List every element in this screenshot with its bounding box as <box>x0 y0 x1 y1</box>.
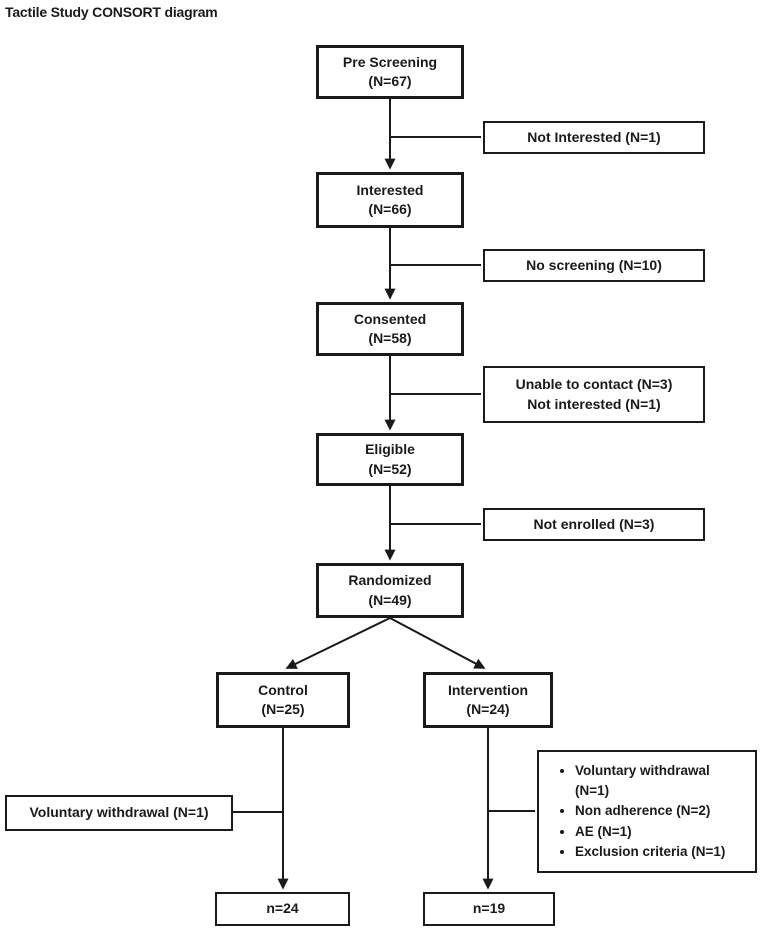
dropout-item: • AE (N=1) <box>575 822 747 842</box>
box-label: Intervention <box>447 681 529 698</box>
box-label: n=24 <box>266 900 299 917</box>
control-final-count-box <box>215 892 350 926</box>
box-count: (N=58) <box>368 330 412 346</box>
unable-to-contact-exclusion-box <box>483 366 705 423</box>
no-screening-exclusion-box <box>483 249 705 282</box>
exclusion-text: Not enrolled (N=3) <box>533 515 655 532</box>
randomized-box <box>316 563 464 618</box>
interested-box <box>316 172 464 228</box>
box-label: Control <box>258 681 308 698</box>
intervention-final-count-box <box>423 892 555 926</box>
exclusion-text: Not interested (N=1) <box>527 395 661 412</box>
control-arm-box <box>216 672 350 728</box>
pre-screening-box <box>316 45 464 99</box>
box-label: Consented <box>353 310 427 327</box>
exclusion-text: Voluntary withdrawal (N=1) <box>29 804 209 821</box>
diagram-title: Tactile Study CONSORT diagram <box>5 4 218 20</box>
box-count: (N=49) <box>368 591 412 608</box>
box-label: Randomized <box>348 572 432 589</box>
box-count: (N=24) <box>466 701 510 717</box>
dropout-item: • Exclusion criteria (N=1) <box>575 842 747 862</box>
exclusion-text: Not Interested (N=1) <box>527 128 661 145</box>
box-count: (N=67) <box>368 73 412 89</box>
dropout-item: • Voluntary withdrawal (N=1) <box>575 761 747 800</box>
dropout-list <box>539 760 755 863</box>
not-interested-exclusion-box <box>483 121 705 154</box>
box-count: (N=25) <box>261 701 305 717</box>
box-count: (N=66) <box>368 201 412 217</box>
intervention-dropouts-box <box>537 750 757 873</box>
consented-box <box>316 302 464 356</box>
box-label: Interested <box>356 181 424 198</box>
exclusion-text: No screening (N=10) <box>526 256 662 273</box>
box-count: (N=52) <box>368 460 412 477</box>
eligible-box <box>316 433 464 486</box>
box-label: Eligible <box>365 441 415 458</box>
dropout-item: • Non adherence (N=2) <box>575 801 747 821</box>
not-enrolled-exclusion-box <box>483 508 705 541</box>
exclusion-text: Unable to contact (N=3) <box>515 376 673 393</box>
box-label: n=19 <box>472 900 506 917</box>
box-label: Pre Screening <box>342 53 438 70</box>
intervention-arm-box <box>423 672 553 728</box>
control-withdrawal-box <box>5 795 233 831</box>
